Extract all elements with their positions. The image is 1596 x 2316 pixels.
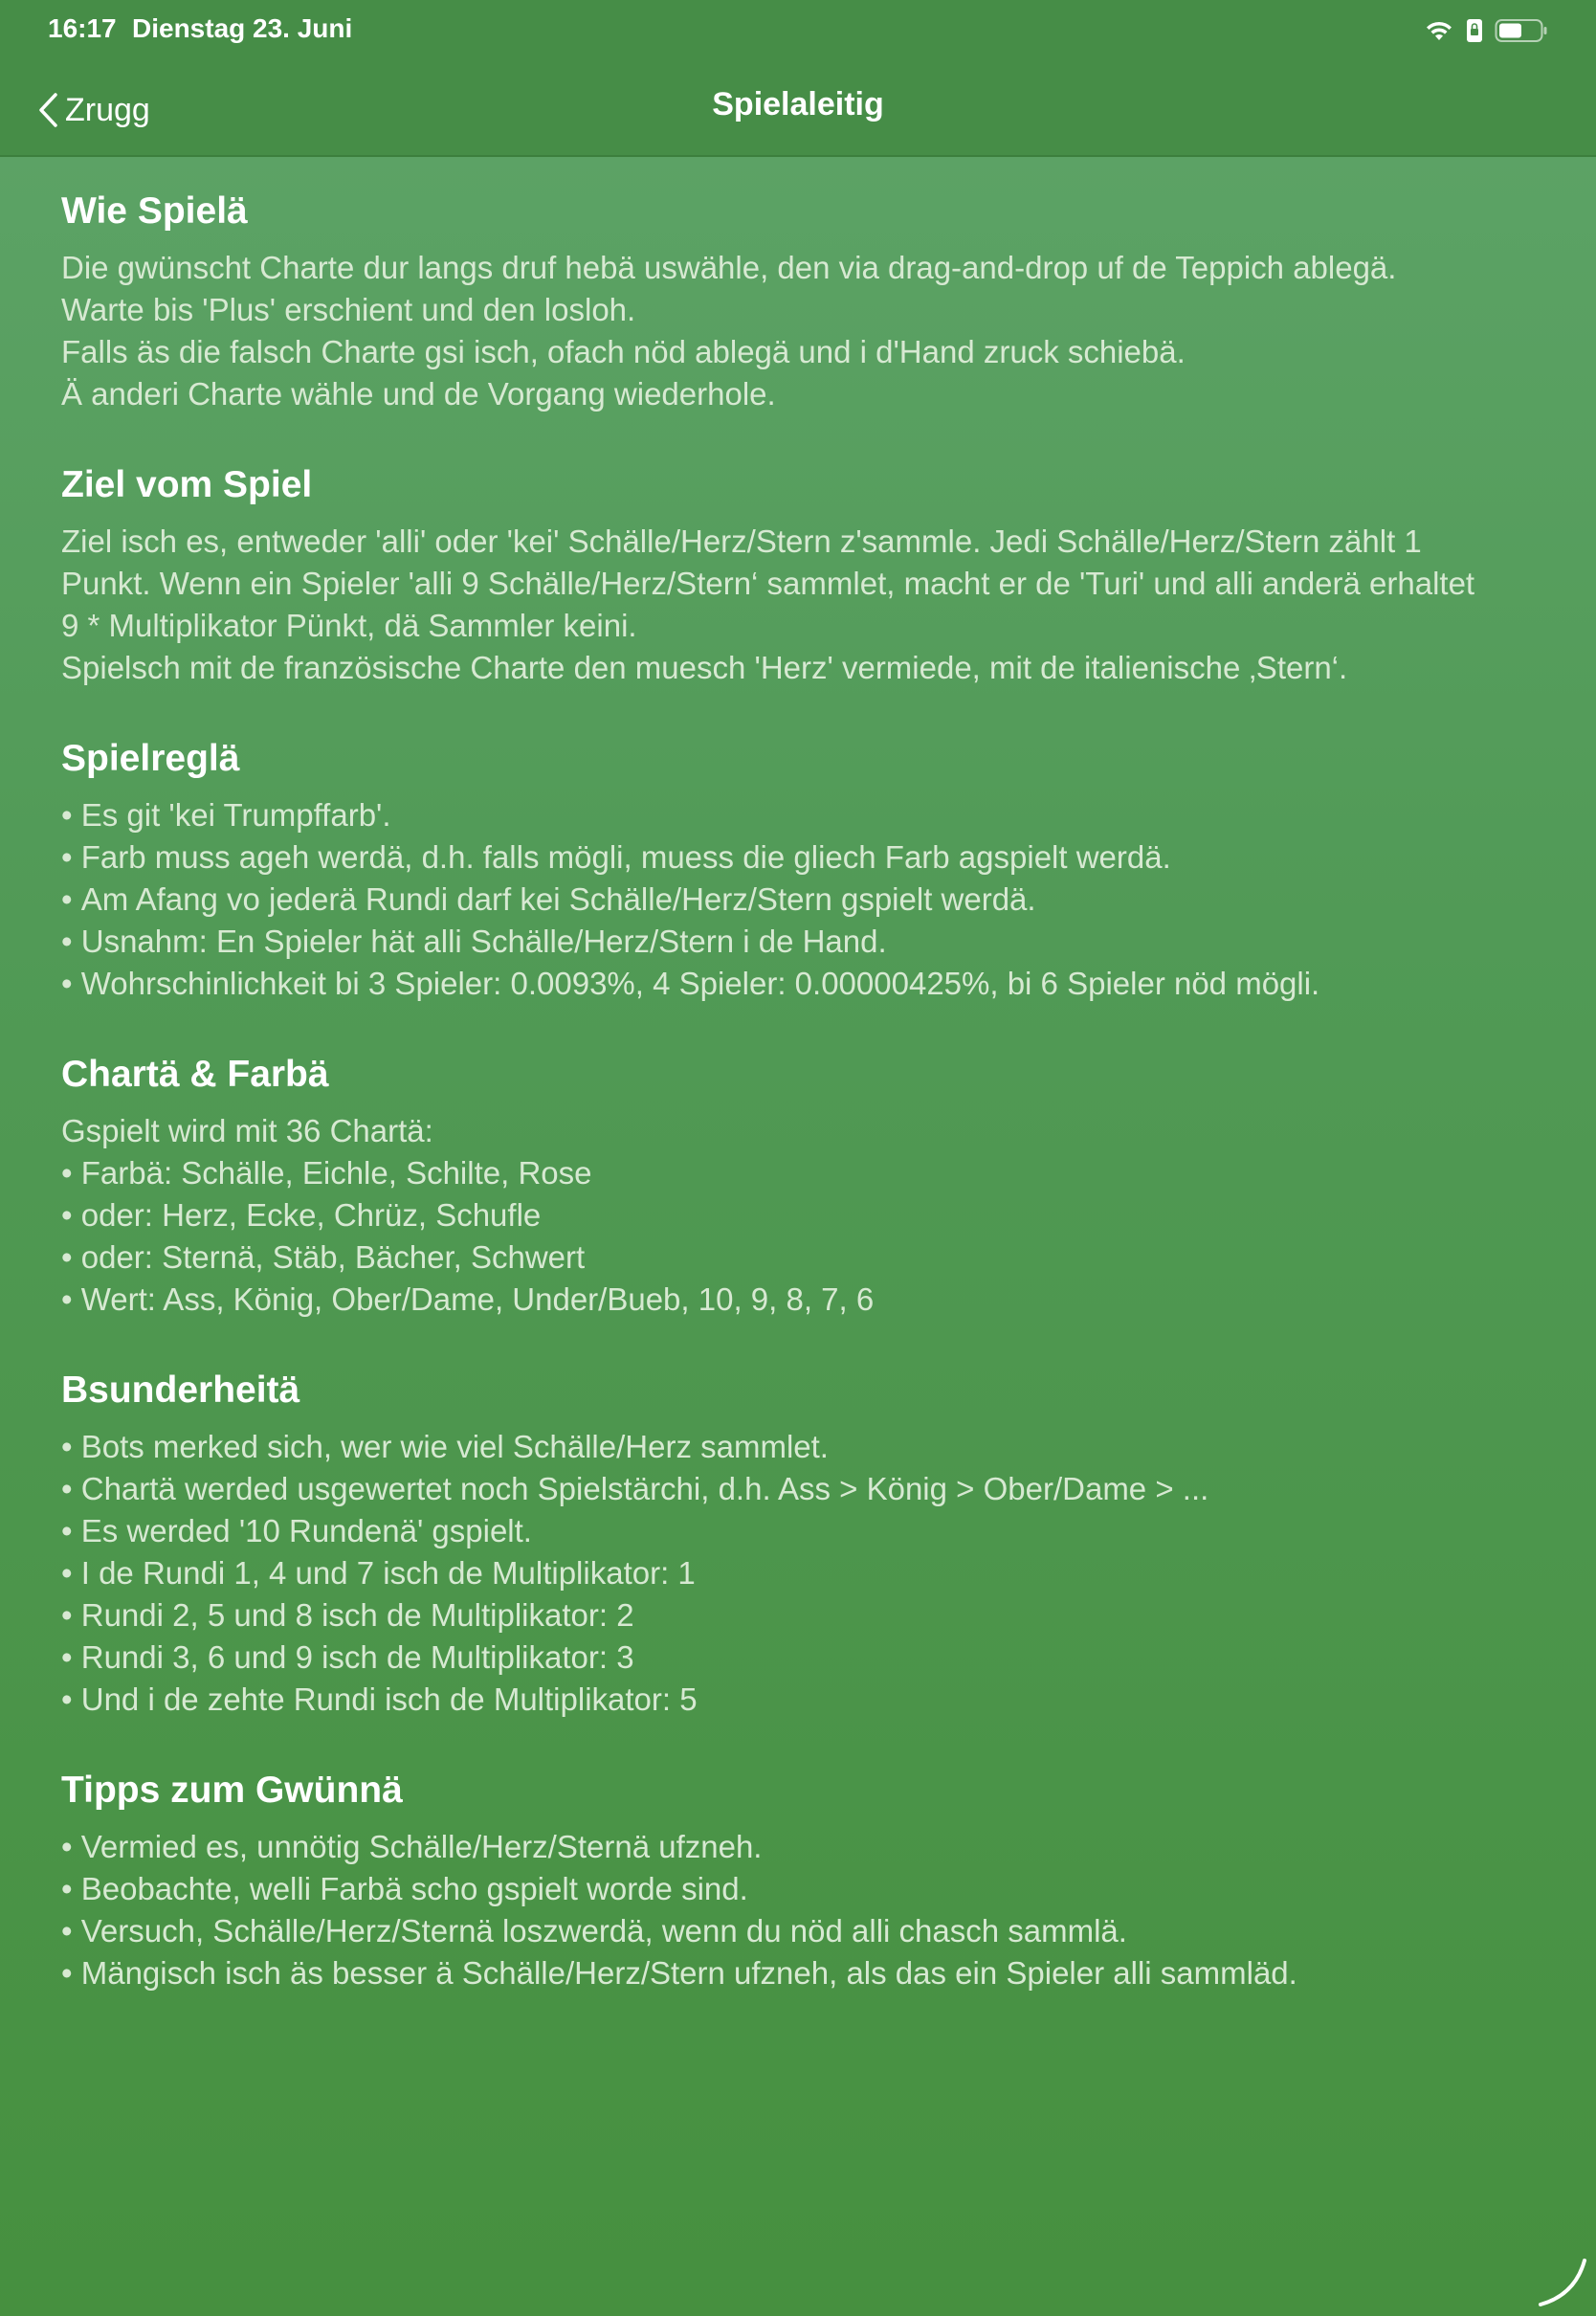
section-title: Chartä & Farbä [61,1054,329,1095]
wifi-icon [1424,19,1454,42]
text-line: Warte bis 'Plus' erschient und den losloh. [61,292,636,327]
section-title: Wie Spielä [61,190,248,232]
bullet-item: • Es werded '10 Rundenä' gspielt. [61,1510,1554,1552]
bullet-item: • I de Rundi 1, 4 und 7 isch de Multiplikator: 1 [61,1552,1554,1594]
text-line: Spielsch mit de französische Charte den muesch 'Herz' vermiede, mit de italienische ‚Stern‘. [61,650,1348,685]
text-line: Gspielt wird mit 36 Chartä: [61,1113,433,1148]
bullet-item: • oder: Herz, Ecke, Chrüz, Schufle [61,1194,1554,1236]
section-wie-spiela [61,188,1554,415]
section-title: Bsunderheitä [61,1370,300,1411]
section-tipps-zum-gwunna [61,1767,1554,1994]
text-line: Ziel isch es, entweder 'alli' oder 'kei' Schälle/Herz/Stern z'sammle. Jedi Schälle/Herz/Stern zählt 1 [61,523,1422,559]
bullet-item: • Wohrschinlichkeit bi 3 Spieler: 0.0093%, 4 Spieler: 0.00000425%, bi 6 Spieler nöd mögli. [61,963,1554,1005]
back-button-label: Zrugg [65,91,150,128]
text-line: Punkt. Wenn ein Spieler 'alli 9 Schälle/Herz/Stern‘ sammlet, macht er de 'Turi' und alli anderä erhaltet [61,566,1475,601]
bullet-item: • Am Afang vo jederä Rundi darf kei Schälle/Herz/Stern gspielt werdä. [61,879,1554,921]
bullet-item: • Es git 'kei Trumpffarb'. [61,794,1554,836]
bullet-item: • Rundi 3, 6 und 9 isch de Multiplikator: 3 [61,1637,1554,1679]
navigation-bar [0,77,1596,144]
section-charta-farba [61,1051,1554,1321]
bullet-item: • Rundi 2, 5 und 8 isch de Multiplikator: 2 [61,1594,1554,1637]
bullet-item: • Chartä werded usgewertet noch Spielstärchi, d.h. Ass > König > Ober/Dame > ... [61,1468,1554,1510]
bullet-item: • Wert: Ass, König, Ober/Dame, Under/Bueb, 10, 9, 8, 7, 6 [61,1279,1554,1321]
status-time: 16:17 [48,13,117,43]
section-bsunderheita [61,1367,1554,1721]
status-date: Dienstag 23. Juni [132,13,353,43]
instructions-content [61,188,1554,2040]
bullet-item: • Farbä: Schälle, Eichle, Schilte, Rose [61,1152,1554,1194]
bullet-item: • Beobachte, welli Farbä scho gspielt worde sind. [61,1868,1554,1910]
lock-rotation-icon [1466,18,1483,43]
bullet-item: • Mängisch isch äs besser ä Schälle/Herz/Stern ufzneh, als das ein Spieler alli sammläd. [61,1952,1554,1994]
battery-icon [1495,18,1548,43]
text-line: 9 * Multiplikator Pünkt, dä Sammler keini. [61,608,637,643]
section-spielregla [61,735,1554,1005]
page-title: Spielaleitig [712,86,884,122]
text-line: Falls äs die falsch Charte gsi isch, ofach nöd ablegä und i d'Hand zruck schiebä. [61,334,1186,369]
resize-handle-icon[interactable] [1533,2253,1590,2310]
bullet-item: • Farb muss ageh werdä, d.h. falls mögli, muess die gliech Farb agspielt werdä. [61,836,1554,879]
bullet-item: • Und i de zehte Rundi isch de Multiplikator: 5 [61,1679,1554,1721]
bullet-item: • Bots merked sich, wer wie viel Schälle/Herz sammlet. [61,1426,1554,1468]
top-bar [0,0,1596,157]
section-title: Tipps zum Gwünnä [61,1770,403,1811]
bullet-item: • oder: Sternä, Stäb, Bächer, Schwert [61,1236,1554,1279]
status-bar [0,0,1596,61]
section-title: Ziel vom Spiel [61,464,313,505]
bullet-item: • Vermied es, unnötig Schälle/Herz/Sternä ufzneh. [61,1826,1554,1868]
back-button[interactable] [36,88,150,132]
status-icons [1424,15,1548,46]
text-line: Die gwünscht Charte dur langs druf hebä uswähle, den via drag-and-drop uf de Teppich ablegä. [61,250,1397,285]
text-line: Ä anderi Charte wähle und de Vorgang wiederhole. [61,376,776,412]
bullet-item: • Usnahm: En Spieler hät alli Schälle/Herz/Stern i de Hand. [61,921,1554,963]
bullet-item: • Versuch, Schälle/Herz/Sternä loszwerdä, wenn du nöd alli chasch sammlä. [61,1910,1554,1952]
section-ziel-vom-spiel [61,461,1554,689]
section-title: Spielreglä [61,738,240,779]
chevron-left-icon [36,91,59,129]
